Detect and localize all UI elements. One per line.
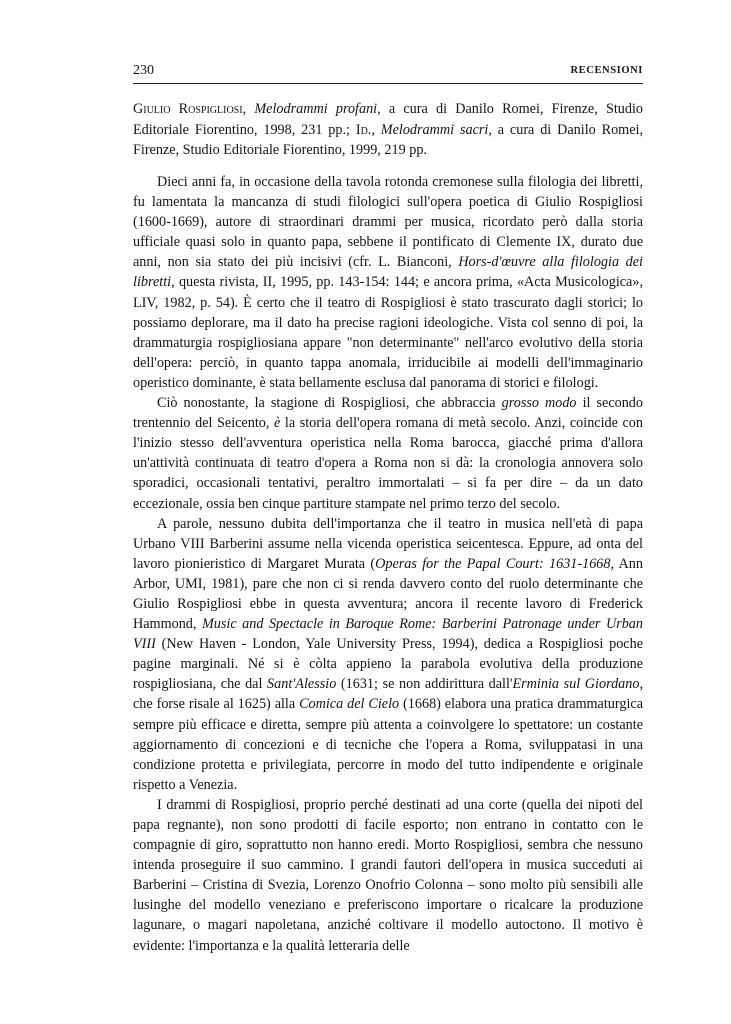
paragraph-1 <box>133 172 643 393</box>
citation-separator: , <box>242 101 255 117</box>
paragraph-2 <box>133 393 643 514</box>
running-header <box>133 63 643 84</box>
italic-phrase: è <box>273 415 281 432</box>
page-number: 230 <box>133 63 154 78</box>
text-run: , questa rivista, II, 1995, pp. 143-154: 144; e ancora prima, «Acta Musicologica», LIV, 1982, p. 54). È certo che il teatro di Rospigliosi è stato trascurato dagli storici; lo possiamo deplorare, ma il dato ha precise ragioni ideologiche. Vista col senno di poi, la drammaturgia rospigliosiana appare "non determinante" nell'arco evolutivo della storia dell'opera: perciò, in quanto tappa anomala, irriducibile ai modelli dell'immaginario operistico dominante, è stata bellamente esclusa dal panorama di storici e filologi. <box>133 274 643 391</box>
citation-details: , a cura di Danilo Romei, Firenze, Studio Editoriale Fiorentino, 1999, 219 pp. <box>133 121 643 159</box>
section-title: RECENSIONI <box>570 65 643 76</box>
text-run: Dieci anni fa, in occasione della tavola rotonda cremonese sulla filologia dei libretti, fu lamentata la mancanza di studi filologici sull'opera poetica di Giulio Rospigliosi (1600-1669), autore di straordinari drammi per musica, ricordato però dalla storia ufficiale quasi solo in quanto papa, sebbene il pontificato di Clemente IX, durato due anni, non sia stato dei più incisivi (cfr. L. Bianconi, <box>133 174 643 271</box>
text-run: , che forse risale al 1625) alla <box>133 676 643 713</box>
text-run: (1668) elabora una pratica drammaturgica sempre più efficace e diretta, sempre più attenta a coinvolgere lo spettatore: un costante aggiornamento di concezioni e di tecniche che l'opera a Roma, sviluppatasi in una condizione protetta e privilegiata, percorre in modo del tutto indipendente e originale rispetto a Venezia. <box>133 696 643 793</box>
text-run: I drammi di Rospigliosi, proprio perché destinati ad una corte (quella dei nipoti del papa regnante), non sono prodotti di facile esporto; non entrano in contatto con le compagnie di giro, soprattutto non hanno eredi. Morto Rospigliosi, sembra che nessuno intenda proseguire il suo cammino. I grandi fautori dell'opera in musica succeduti ai Barberini – Cristina di Svezia, Lorenzo Onofrio Colonna – sono molto più sensibili alle lusinghe del modello veneziano e preferiscono importare o ricalcare la produzione lagunare, o magari napoletana, anziché coltivare il modello autoctono. Il motivo è evidente: l'importanza e la qualità letteraria delle <box>133 796 643 954</box>
italic-title: Comica del Cielo <box>299 696 400 713</box>
text-run: Ciò nonostante, la stagione di Rospigliosi, che abbraccia <box>157 395 502 412</box>
italic-title: Operas for the Papal Court: 1631-1668 <box>375 555 611 572</box>
paragraph-3 <box>133 514 643 795</box>
citation-title: Melodrammi sacri <box>380 121 489 138</box>
italic-title: Sant'Alessio <box>267 676 337 693</box>
citation-separator: , <box>371 121 381 138</box>
italic-phrase: grosso modo <box>501 395 577 412</box>
paragraph-4 <box>133 795 643 956</box>
text-run: il secondo trentennio del Seicento, <box>133 395 643 432</box>
review-citation <box>133 99 643 161</box>
citation-author: Id. <box>355 121 372 138</box>
text-run: (New Haven - London, Yale University Press, 1994), dedica a Rospigliosi poche pagine marginali. Né si è còlta appieno la parabola evolutiva della produzione rospigliosiana, che dal <box>133 636 643 693</box>
italic-title: Erminia sul Giordano <box>512 676 640 693</box>
italic-title: Music and Spectacle in Baroque Rome: Barberini Patronage under Urban VIII <box>133 616 643 653</box>
italic-title: Hors-d'œuvre alla filologia dei libretti <box>133 254 643 291</box>
review-body <box>133 172 643 956</box>
text-run: A parole, nessuno dubita dell'importanza che il teatro in musica nell'età di papa Urbano VIII Barberini assume nella vicenda operistica seicentesca. Eppure, ad onta del lavoro pionieristico di Margaret Murata ( <box>133 515 643 572</box>
citation-title: Melodrammi profani <box>254 101 378 117</box>
text-run: la storia dell'opera romana di metà secolo. Anzi, coincide con l'inizio stesso dell'avventura operistica nella Roma barocca, giacché prima d'allora un'attività continuata di teatro d'opera a Roma non si dà: la cronologia annovera solo sporadici, occasionali tentativi, peraltro immortalati – si fa per dire – da un dato eccezionale, ossia ben cinque partiture stampate nel primo terzo del secolo. <box>133 415 643 512</box>
text-run: (1631; se non addirittura dall' <box>336 676 513 693</box>
citation-author: Giulio Rospigliosi <box>133 101 243 117</box>
text-run: , Ann Arbor, UMI, 1981), pare che non ci si renda davvero conto del ruolo determinante che Giulio Rospigliosi ebbe in questa avventura; ancora il recente lavoro di Frederick Hammond, <box>133 555 643 633</box>
citation-details: , a cura di Danilo Romei, Firenze, Studio Editoriale Fiorentino, 1998, 231 pp.; <box>133 101 644 138</box>
